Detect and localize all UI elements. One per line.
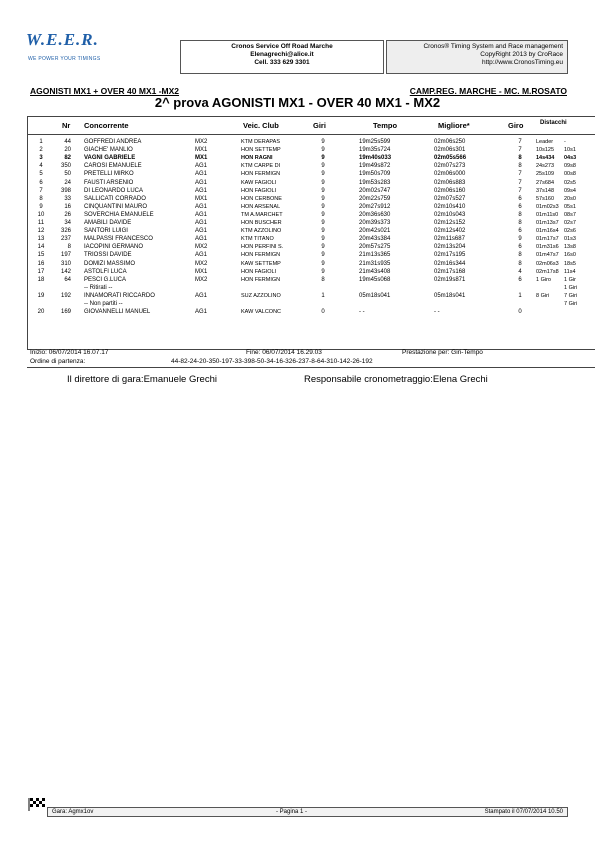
row-position: 18 bbox=[37, 276, 45, 283]
row-laps: 9 bbox=[321, 179, 325, 186]
row-rider-name: GOFFREDI ANDREA bbox=[84, 139, 142, 145]
row-gap-leader: 8 Giri bbox=[536, 292, 550, 299]
row-gap-leader: 01m13s7 bbox=[536, 220, 559, 226]
row-best-lap-time: 02m06s000 bbox=[434, 171, 466, 178]
row-best-lap-time: 02m16s344 bbox=[434, 260, 466, 267]
row-class: AG1 bbox=[195, 211, 208, 218]
row-club: HON FAGIOLI bbox=[241, 187, 277, 194]
row-gap-leader: 37s148 bbox=[536, 187, 555, 194]
row-rider-name: INNAMORATI RICCARDO bbox=[84, 292, 155, 299]
row-gap-previous: 7 Giri bbox=[564, 292, 578, 299]
col-header-distacchi: Distacchi bbox=[540, 120, 567, 126]
row-total-time: 20m02s747 bbox=[359, 187, 391, 194]
row-rider-name: ASTOLFI LUCA bbox=[84, 268, 127, 275]
row-class: AG1 bbox=[195, 187, 208, 194]
row-rider-name: SANTORI LUIGI bbox=[84, 228, 128, 235]
row-laps: 8 bbox=[321, 276, 325, 283]
row-class: MX1 bbox=[195, 268, 208, 275]
row-number: 237 bbox=[60, 236, 71, 243]
row-total-time: 20m36s630 bbox=[359, 211, 391, 218]
row-total-time: - - bbox=[359, 309, 365, 316]
row-gap-previous: 09s4 bbox=[564, 187, 576, 194]
row-laps: 9 bbox=[321, 187, 325, 194]
row-number: 326 bbox=[60, 228, 71, 235]
row-gap-previous: 09s8 bbox=[564, 163, 576, 170]
row-best-lap-number: 7 bbox=[518, 147, 522, 154]
row-laps: 9 bbox=[321, 260, 325, 267]
row-club: HON FAGIOLI bbox=[241, 268, 277, 275]
row-rider-name: SOVERCHIA EMANUELE bbox=[84, 211, 154, 218]
row-laps: 1 bbox=[321, 292, 325, 299]
row-best-lap-time: 02m10s043 bbox=[434, 211, 466, 218]
row-gap-previous: 02s5 bbox=[564, 179, 576, 186]
row-best-lap-time: 02m12s402 bbox=[434, 228, 466, 235]
performance-type: Prestazione per: Giri-Tempo bbox=[402, 349, 483, 356]
row-class: AG1 bbox=[195, 292, 208, 299]
row-laps: 9 bbox=[321, 228, 325, 235]
row-laps: 9 bbox=[321, 252, 325, 259]
timekeeper: Responsabile cronometraggio:Elena Grechi bbox=[304, 374, 488, 385]
row-best-lap-number: 7 bbox=[518, 139, 522, 145]
row-gap-previous: 05s1 bbox=[564, 203, 576, 210]
row-position: 5 bbox=[39, 171, 43, 178]
not-started-section-label: -- Non partiti -- bbox=[84, 301, 123, 307]
logo-wordmark: W.E.E.R. bbox=[26, 30, 99, 49]
row-number: 26 bbox=[64, 211, 71, 218]
row-best-lap-time: - - bbox=[434, 309, 440, 316]
organizer-name: Cronos Service Off Road Marche bbox=[231, 43, 333, 50]
row-best-lap-number: 8 bbox=[518, 260, 522, 267]
row-best-lap-time: 02m17s168 bbox=[434, 268, 466, 275]
row-position: 20 bbox=[37, 309, 45, 316]
row-laps: 9 bbox=[321, 236, 325, 243]
row-rider-name: CAROSI EMANUELE bbox=[84, 163, 142, 170]
row-total-time: 20m22s759 bbox=[359, 195, 391, 202]
row-best-lap-number: 1 bbox=[518, 292, 522, 299]
row-class: MX1 bbox=[195, 195, 208, 202]
results-table bbox=[27, 116, 595, 350]
row-position: 11 bbox=[37, 220, 45, 226]
row-class: MX2 bbox=[195, 244, 208, 251]
row-number: 142 bbox=[60, 268, 71, 275]
row-rider-name: DI LEONARDO LUCA bbox=[84, 187, 144, 194]
row-laps: 9 bbox=[321, 268, 325, 275]
start-order: 44-82-24-20-350-197-33-398-50-34-16-326-237-8-64-310-142-26-192 bbox=[171, 358, 373, 365]
row-best-lap-time: 02m07s527 bbox=[434, 195, 466, 202]
row-gap-previous: 02s6 bbox=[564, 228, 576, 235]
row-gap-leader: 02m17s8 bbox=[536, 268, 559, 275]
row-number: 398 bbox=[60, 187, 71, 194]
row-rider-name: FAUSTI ARSENIO bbox=[84, 179, 134, 186]
row-gap-leader: 1 Giro bbox=[536, 276, 551, 283]
row-rider-name: AMABILI DAVIDE bbox=[84, 220, 132, 226]
row-gap-previous: 11s4 bbox=[564, 268, 576, 275]
row-club: HON CERBONE bbox=[241, 195, 282, 202]
row-position: 16 bbox=[37, 260, 45, 267]
timing-system-line2: CopyRight 2013 by CroRace bbox=[480, 51, 563, 58]
col-header-migliore: Migliore* bbox=[438, 121, 470, 130]
row-rider-name: DOMIZI MASSIMO bbox=[84, 260, 135, 267]
row-class: AG1 bbox=[195, 309, 208, 316]
row-laps: 0 bbox=[321, 309, 325, 316]
timing-system-line1: Cronos® Timing System and Race management bbox=[423, 43, 563, 50]
race-start-time: Inizio: 06/07/2014 16.07.17 bbox=[30, 349, 109, 356]
row-total-time: 19m49s872 bbox=[359, 163, 391, 170]
row-best-lap-number: 8 bbox=[518, 220, 522, 226]
row-gap-leader: 25s109 bbox=[536, 171, 555, 178]
row-position: 8 bbox=[39, 195, 43, 202]
row-gap-previous: 00s8 bbox=[564, 171, 576, 178]
row-gap-leader: 14s434 bbox=[536, 155, 555, 162]
row-best-lap-number: 8 bbox=[518, 211, 522, 218]
row-class: AG1 bbox=[195, 228, 208, 235]
row-position: 13 bbox=[37, 236, 45, 243]
col-header-giri: Giri bbox=[313, 121, 326, 130]
championship-subtitle: CAMP.REG. MARCHE - MC. M.ROSATO bbox=[409, 86, 567, 96]
table-row bbox=[28, 308, 595, 317]
row-best-lap-time: 02m12s152 bbox=[434, 220, 466, 226]
row-gap-previous: 02s7 bbox=[564, 220, 576, 226]
row-best-lap-number: 9 bbox=[518, 236, 522, 243]
row-laps: 9 bbox=[321, 139, 325, 145]
row-number: 192 bbox=[60, 292, 71, 299]
row-position: 9 bbox=[39, 203, 43, 210]
organizer-email: Elenagrechi@alice.it bbox=[250, 51, 314, 58]
row-best-lap-time: 02m17s195 bbox=[434, 252, 466, 259]
row-club: HON FERMIGN bbox=[241, 276, 281, 283]
row-class: MX1 bbox=[195, 147, 208, 154]
row-rider-name: PRETELLI MIRKO bbox=[84, 171, 134, 178]
row-total-time: 19m40s033 bbox=[359, 155, 392, 162]
row-rider-name: GIACHE' MANLIO bbox=[84, 147, 133, 154]
row-gap-previous: 01s3 bbox=[564, 236, 576, 243]
row-gap-previous: 16s0 bbox=[564, 252, 576, 259]
row-total-time: 20m43s384 bbox=[359, 236, 391, 243]
row-best-lap-time: 05m18s041 bbox=[434, 292, 466, 299]
row-number: 82 bbox=[64, 155, 71, 162]
row-number: 169 bbox=[60, 309, 71, 316]
row-best-lap-time: 02m11s687 bbox=[434, 236, 465, 243]
row-total-time: 21m13s365 bbox=[359, 252, 391, 259]
row-total-time: 20m27s912 bbox=[359, 203, 391, 210]
row-number: 44 bbox=[64, 139, 71, 145]
row-best-lap-time: 02m13s204 bbox=[434, 244, 466, 251]
row-total-time: 20m57s275 bbox=[359, 244, 391, 251]
row-gap-leader: 01m47s7 bbox=[536, 252, 559, 259]
col-header-tempo: Tempo bbox=[373, 121, 398, 130]
row-laps: 9 bbox=[321, 155, 325, 162]
row-club: HON FERMIGN bbox=[241, 252, 281, 259]
page-title: 2^ prova AGONISTI MX1 - OVER 40 MX1 - MX2 bbox=[154, 95, 441, 110]
row-rider-name: IACOPINI GERMANO bbox=[84, 244, 144, 251]
row-gap-leader: 57s160 bbox=[536, 195, 555, 202]
row-best-lap-time: 02m06s160 bbox=[434, 187, 466, 194]
row-class: AG1 bbox=[195, 163, 208, 170]
row-club: KTM AZZOLINO bbox=[241, 228, 282, 235]
row-rider-name: VAGNI GABRIELE bbox=[84, 155, 136, 162]
row-laps: 9 bbox=[321, 195, 325, 202]
row-gap-leader: 02m06s3 bbox=[536, 260, 559, 267]
row-number: 64 bbox=[64, 276, 71, 283]
row-position: 12 bbox=[37, 228, 45, 235]
row-best-lap-number: 6 bbox=[518, 203, 522, 210]
row-total-time: 19m45s068 bbox=[359, 276, 391, 283]
row-gap-leader: Leader bbox=[536, 139, 554, 145]
retired-extra-note: 1 Giri bbox=[564, 284, 578, 291]
row-rider-name: TRIOSSI DAVIDE bbox=[84, 252, 132, 259]
retired-section-label: -- Ritirati -- bbox=[84, 284, 113, 291]
row-club: HON SETTEMP bbox=[241, 147, 281, 154]
row-number: 310 bbox=[60, 260, 71, 267]
row-best-lap-time: 02m06s883 bbox=[434, 179, 466, 186]
row-rider-name: GIOVANNELLI MANUEL bbox=[84, 309, 151, 316]
row-club: SUZ AZZOLINO bbox=[241, 292, 281, 299]
row-class: MX2 bbox=[195, 139, 208, 145]
row-gap-leader: 10s125 bbox=[536, 147, 555, 154]
row-position: 2 bbox=[39, 147, 43, 154]
row-position: 1 bbox=[39, 139, 43, 145]
row-gap-leader: 01m16s4 bbox=[536, 228, 559, 235]
row-gap-previous: 18s5 bbox=[564, 260, 576, 267]
col-header-giro: Giro bbox=[508, 121, 524, 130]
logo-tagline: WE POWER YOUR TIMINGS bbox=[28, 56, 101, 62]
row-total-time: 20m39s373 bbox=[359, 220, 391, 226]
row-best-lap-number: 8 bbox=[518, 252, 522, 259]
row-number: 34 bbox=[64, 220, 71, 226]
row-total-time: 21m43s408 bbox=[359, 268, 391, 275]
row-best-lap-number: 7 bbox=[518, 179, 522, 186]
row-position: 19 bbox=[37, 292, 45, 299]
page-number: - Pagina 1 - bbox=[276, 809, 308, 815]
row-gap-leader: 01m11s0 bbox=[536, 211, 559, 218]
row-gap-leader: 27s684 bbox=[536, 179, 555, 186]
row-total-time: 19m35s724 bbox=[359, 147, 391, 154]
row-best-lap-number: 6 bbox=[518, 228, 522, 235]
row-gap-leader: 01m02s3 bbox=[536, 203, 559, 210]
row-gap-previous: 13s8 bbox=[564, 244, 576, 251]
row-best-lap-time: 02m19s871 bbox=[434, 276, 466, 283]
row-best-lap-number: 7 bbox=[518, 187, 522, 194]
row-class: AG1 bbox=[195, 179, 208, 186]
row-total-time: 20m42s021 bbox=[359, 228, 391, 235]
bottom-bar bbox=[47, 807, 568, 817]
row-laps: 9 bbox=[321, 203, 325, 210]
row-number: 16 bbox=[64, 203, 71, 210]
row-number: 350 bbox=[60, 163, 71, 170]
row-number: 20 bbox=[64, 147, 71, 154]
row-gap-previous: 10s1 bbox=[564, 147, 576, 154]
row-class: MX2 bbox=[195, 276, 208, 283]
row-club: HON BUSCHER bbox=[241, 220, 282, 226]
row-position: 15 bbox=[37, 252, 45, 259]
row-class: AG1 bbox=[195, 220, 208, 226]
row-position: 3 bbox=[39, 155, 43, 162]
race-code: Gara: Agmx1ov bbox=[52, 809, 94, 815]
row-gap-leader: 01m17s7 bbox=[536, 236, 559, 243]
row-best-lap-time: 02m06s301 bbox=[434, 147, 466, 154]
row-best-lap-time: 02m10s410 bbox=[434, 203, 466, 210]
col-header-club: Veic. Club bbox=[243, 121, 279, 130]
row-position: 4 bbox=[39, 163, 43, 170]
row-laps: 9 bbox=[321, 147, 325, 154]
retired-extra-note-2: 7 Giri bbox=[564, 301, 578, 307]
row-club: KAW SETTEMP bbox=[241, 260, 281, 267]
row-laps: 9 bbox=[321, 244, 325, 251]
row-gap-previous: 20s0 bbox=[564, 195, 576, 202]
race-end-time: Fine: 06/07/2014 16.29.03 bbox=[246, 349, 322, 356]
row-position: 6 bbox=[39, 179, 43, 186]
organizer-phone: Cell. 333 629 3301 bbox=[254, 59, 310, 66]
row-class: MX2 bbox=[195, 260, 208, 267]
row-position: 7 bbox=[39, 187, 43, 194]
race-director: Il direttore di gara:Emanuele Grechi bbox=[67, 374, 217, 385]
row-rider-name: SALLICATI CORRADO bbox=[84, 195, 146, 202]
row-gap-previous: 04s3 bbox=[564, 155, 577, 162]
row-club: KTM CARPE DI bbox=[241, 163, 281, 170]
row-best-lap-number: 6 bbox=[518, 244, 522, 251]
row-total-time: 05m18s041 bbox=[359, 292, 391, 299]
weer-logo bbox=[22, 26, 162, 68]
row-gap-previous: 1 Gir bbox=[564, 276, 576, 283]
row-total-time: 19m50s709 bbox=[359, 171, 391, 178]
row-total-time: 21m31s935 bbox=[359, 260, 391, 267]
footer-divider bbox=[27, 367, 595, 368]
row-club: KTM TITANO bbox=[241, 236, 274, 243]
row-club: HON RAGNI bbox=[241, 155, 273, 162]
row-club: HON FERMIGN bbox=[241, 171, 281, 178]
row-position: 17 bbox=[37, 268, 45, 275]
row-rider-name: CINQUANTINI MAURO bbox=[84, 203, 147, 210]
print-date: Stampato il 07/07/2014 10.50 bbox=[484, 809, 563, 815]
row-number: 8 bbox=[67, 244, 71, 251]
row-class: AG1 bbox=[195, 252, 208, 259]
row-best-lap-number: 8 bbox=[518, 163, 522, 170]
row-gap-previous: - bbox=[564, 139, 566, 145]
organizer-box bbox=[180, 40, 384, 74]
row-club: KTM DERAPAS bbox=[241, 139, 281, 145]
row-club: HON ARSENAL bbox=[241, 203, 281, 210]
row-best-lap-time: 02m06s250 bbox=[434, 139, 466, 145]
row-class: MX1 bbox=[195, 155, 208, 162]
row-best-lap-number: 6 bbox=[518, 276, 522, 283]
row-best-lap-number: 0 bbox=[518, 309, 522, 316]
row-gap-leader: 24s273 bbox=[536, 163, 555, 170]
row-best-lap-number: 4 bbox=[518, 268, 522, 275]
row-club: TM A.MARCHET bbox=[241, 211, 283, 218]
row-class: AG1 bbox=[195, 171, 208, 178]
start-order-label: Ordine di partenza: bbox=[30, 358, 86, 365]
row-rider-name: MALPASSI FRANCESCO bbox=[84, 236, 153, 243]
row-laps: 9 bbox=[321, 171, 325, 178]
col-header-nr: Nr bbox=[62, 121, 71, 130]
row-number: 24 bbox=[64, 179, 71, 186]
category-subtitle: AGONISTI MX1 + OVER 40 MX1 -MX2 bbox=[30, 86, 180, 96]
row-best-lap-time: 02m05s566 bbox=[434, 155, 467, 162]
row-laps: 9 bbox=[321, 220, 325, 226]
col-header-name: Concorrente bbox=[84, 121, 129, 130]
row-laps: 9 bbox=[321, 211, 325, 218]
row-best-lap-time: 02m07s273 bbox=[434, 163, 466, 170]
row-laps: 9 bbox=[321, 163, 325, 170]
row-rider-name: PESCI G.LUCA bbox=[84, 276, 127, 283]
row-class: AG1 bbox=[195, 236, 208, 243]
row-number: 50 bbox=[64, 171, 71, 178]
row-club: HON PERFINI S. bbox=[241, 244, 284, 251]
row-total-time: 19m25s599 bbox=[359, 139, 391, 145]
row-class: AG1 bbox=[195, 203, 208, 210]
row-gap-previous: 08s7 bbox=[564, 211, 576, 218]
row-position: 14 bbox=[37, 244, 45, 251]
row-club: KAW FAGIOLI bbox=[241, 179, 277, 186]
row-number: 197 bbox=[60, 252, 71, 259]
header-divider bbox=[28, 134, 595, 135]
timing-system-url: http://www.CronosTiming.eu bbox=[481, 59, 563, 66]
row-number: 33 bbox=[64, 195, 71, 202]
row-gap-leader: 01m31s6 bbox=[536, 244, 559, 251]
row-total-time: 19m53s283 bbox=[359, 179, 391, 186]
row-club: KAW VALCONC bbox=[241, 309, 282, 316]
row-best-lap-number: 7 bbox=[518, 171, 522, 178]
row-best-lap-number: 6 bbox=[518, 195, 522, 202]
row-best-lap-number: 8 bbox=[518, 155, 522, 162]
checkered-flag-icon bbox=[27, 797, 47, 811]
timing-system-box bbox=[386, 40, 568, 74]
row-position: 10 bbox=[37, 211, 45, 218]
